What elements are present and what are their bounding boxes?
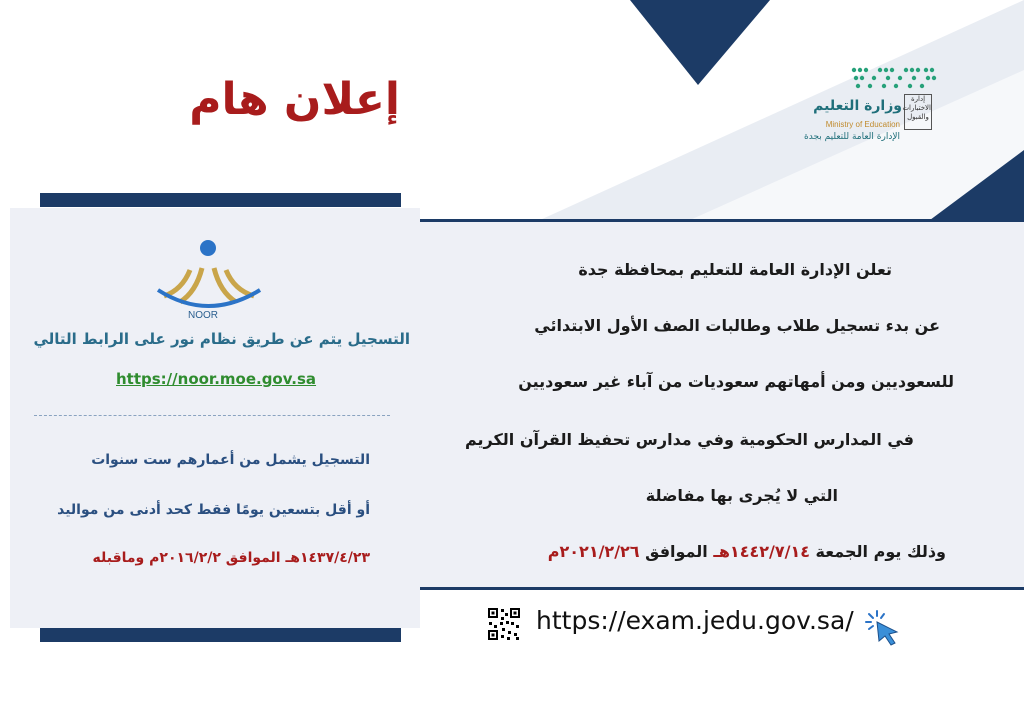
exams-admission-stamp: إدارة الاختبارات والقبول bbox=[904, 94, 932, 130]
announcement-line-5: التي لا يُجرى بها مفاضلة bbox=[645, 486, 838, 505]
ministry-name-en: Ministry of Education bbox=[825, 120, 900, 129]
date-gregorian: ٢٠٢١/٢/٢٦م bbox=[547, 542, 640, 561]
ministry-name: وزارة التعليم bbox=[813, 98, 902, 114]
pointer-click-icon bbox=[865, 610, 901, 646]
announcement-line-1: تعلن الإدارة العامة للتعليم بمحافظة جدة bbox=[578, 260, 892, 279]
eligibility-line-2: أو أقل بتسعين يومًا فقط كحد أدنى من مواليد bbox=[57, 502, 370, 518]
noor-registration-text: التسجيل يتم عن طريق نظام نور على الرابط التالي bbox=[33, 330, 410, 348]
date-mid: الموافق bbox=[645, 542, 708, 561]
eligibility-line-1: التسجيل يشمل من أعمارهم ست سنوات bbox=[91, 452, 370, 468]
announcement-title: إعلان هام bbox=[189, 74, 400, 125]
noor-logo-label: NOOR bbox=[188, 310, 218, 321]
exam-portal-link[interactable]: https://exam.jedu.gov.sa/ bbox=[536, 606, 854, 635]
noor-logo-icon bbox=[150, 240, 270, 320]
announcement-line-3: للسعوديين ومن أمهاتهم سعوديات من آباء غير سعوديين bbox=[518, 372, 954, 391]
left-panel-top-bar bbox=[40, 193, 401, 207]
ministry-dots-icon bbox=[850, 66, 938, 92]
right-navy-corner bbox=[930, 150, 1024, 220]
announcement-line-2: عن بدء تسجيل طلاب وطالبات الصف الأول الابتدائي bbox=[534, 316, 940, 335]
noor-link[interactable]: https://noor.moe.gov.sa bbox=[116, 370, 317, 388]
announcement-line-4: في المدارس الحكومية وفي مدارس تحفيظ القرآن الكريم bbox=[464, 430, 914, 449]
announcement-date-line bbox=[548, 542, 946, 561]
date-hijri: ١٤٤٢/٧/١٤هـ bbox=[713, 542, 810, 561]
ministry-logo bbox=[800, 60, 940, 160]
left-panel-bottom-bar bbox=[40, 628, 401, 642]
department-name: الإدارة العامة للتعليم بجدة bbox=[804, 132, 900, 142]
right-panel-bottom-line bbox=[420, 587, 1024, 590]
date-prefix: وذلك يوم الجمعة bbox=[815, 542, 946, 561]
left-panel-separator bbox=[34, 415, 390, 416]
qr-code-icon bbox=[487, 607, 521, 641]
eligibility-line-3: ١٤٣٧/٤/٢٣هـ الموافق ٢٠١٦/٢/٢م وماقبله bbox=[92, 550, 370, 566]
